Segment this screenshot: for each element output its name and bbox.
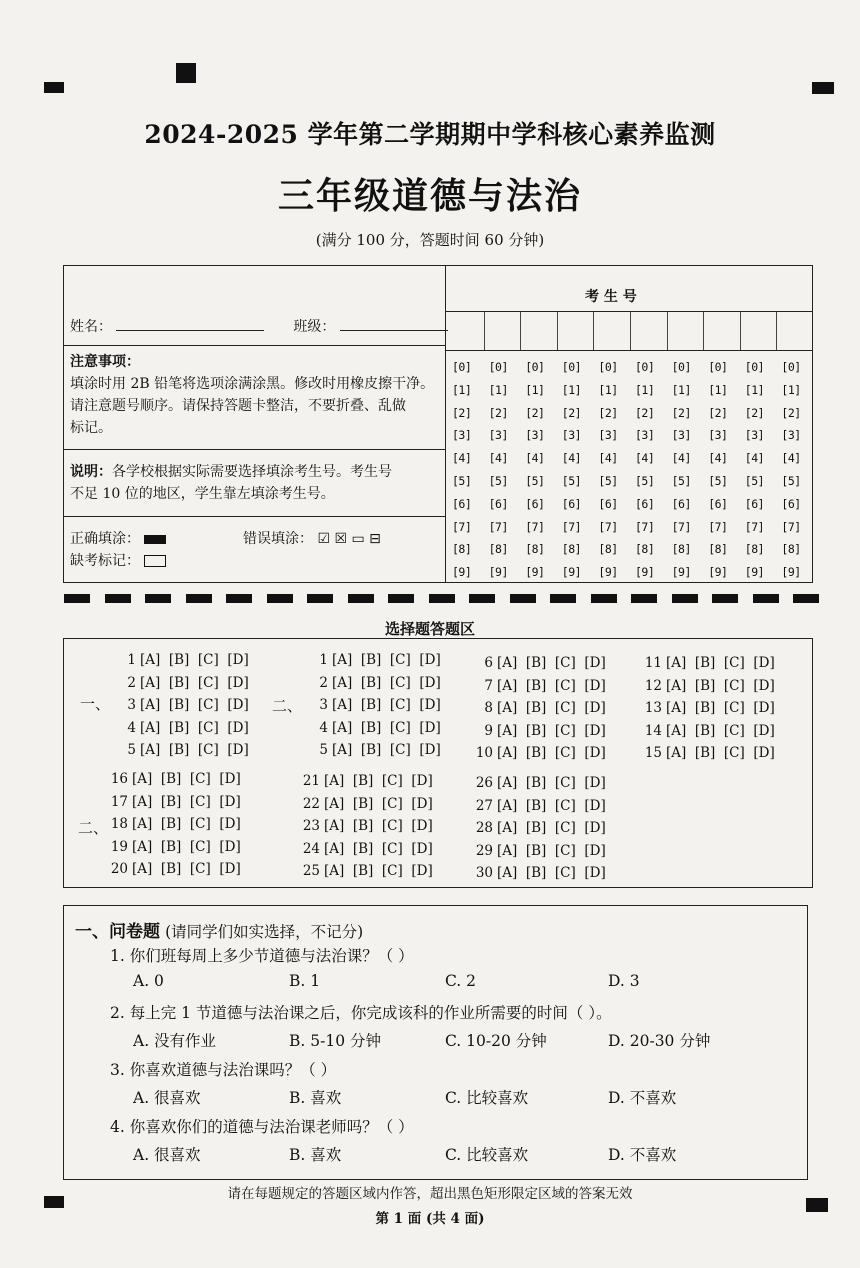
survey-option: B. 喜欢 [289, 1146, 342, 1164]
wrong-fill-samples: ☑ ☒ ▭ ⊟ [317, 531, 381, 547]
digit-bubble[interactable]: [0] [671, 360, 691, 374]
digit-bubble[interactable]: [2] [781, 405, 801, 420]
digit-bubble[interactable]: [1] [744, 382, 765, 397]
timing-bar [348, 594, 374, 603]
question-number: 2 [127, 674, 136, 691]
question-number: 27 [475, 797, 493, 814]
digit-bubble[interactable]: [8] [488, 542, 508, 557]
option-bubbles[interactable]: [A] [B] [C] [D] [497, 775, 606, 791]
survey-option: A. 很喜欢 [133, 1146, 201, 1164]
explanation-line: 各学校根据实际需要选择填涂考生号。考生号 [112, 464, 392, 480]
explanation [70, 461, 442, 505]
digit-bubble[interactable]: [7] [671, 519, 691, 534]
digit-bubble[interactable]: [0] [488, 360, 508, 374]
digit-bubble[interactable]: [4] [525, 451, 545, 466]
digit-bubble[interactable]: [3] [708, 428, 728, 443]
digit-bubble[interactable]: [3] [744, 428, 765, 443]
question-number: 23 [302, 818, 320, 834]
digit-bubble[interactable]: [6] [561, 496, 582, 511]
option-bubbles[interactable]: [A] [B] [C] [D] [324, 795, 433, 812]
footer-warning: 请在每题规定的答题区域内作答，超出黑色矩形限定区域的答案无效 [227, 1186, 633, 1202]
class-label: 班级： [293, 319, 336, 335]
question-number: 30 [475, 865, 493, 881]
question-number: 19 [110, 838, 128, 855]
answer-row[interactable] [473, 843, 606, 859]
absent-mark-box[interactable] [144, 555, 166, 567]
digit-bubble[interactable]: [2] [744, 405, 765, 420]
option-bubbles[interactable]: [A] [B] [C] [D] [666, 722, 775, 739]
digit-bubble[interactable]: [0] [525, 360, 545, 374]
option-bubbles[interactable]: [A] [B] [C] [D] [332, 742, 441, 758]
digit-bubble[interactable]: [3] [635, 428, 655, 443]
timing-bar [105, 594, 131, 603]
option-bubbles[interactable]: [A] [B] [C] [D] [132, 793, 241, 810]
question-number: 2 [319, 674, 328, 691]
digit-bubble[interactable]: [9] [561, 565, 582, 580]
digit-bubble[interactable]: [2] [561, 405, 582, 420]
name-label: 姓名： [70, 319, 112, 335]
digit-bubble[interactable]: [5] [635, 474, 655, 488]
digit-bubble[interactable]: [9] [671, 565, 691, 580]
answer-row[interactable] [642, 723, 775, 739]
digit-bubble[interactable]: [7] [744, 519, 765, 534]
digit-bubble[interactable]: [6] [488, 496, 508, 511]
option-bubbles[interactable]: [A] [B] [C] [D] [332, 697, 441, 713]
answer-row[interactable] [473, 655, 606, 671]
subject-title: 三年级道德与法治 [277, 176, 582, 217]
digit-bubble[interactable]: [8] [598, 542, 618, 557]
digit-bubble[interactable]: [0] [561, 360, 582, 374]
digit-bubble[interactable]: [4] [781, 451, 801, 466]
answer-row[interactable] [300, 818, 433, 834]
question-number: 6 [484, 655, 493, 671]
digit-bubble[interactable]: [9] [708, 565, 728, 580]
survey-question: 2. 每上完 1 节道德与法治课之后，你完成该科的作业所需要的时间（ ）。 [110, 1004, 612, 1022]
digit-bubble[interactable]: [6] [744, 496, 765, 511]
digit-bubble[interactable]: [1] [598, 382, 618, 397]
timing-bar [550, 594, 576, 603]
answer-row[interactable] [108, 794, 241, 810]
answer-row[interactable] [642, 678, 775, 694]
digit-bubble[interactable]: [2] [635, 405, 655, 420]
digit-bubble[interactable]: [8] [525, 542, 545, 557]
wrong-fill-label: 错误填涂： [243, 531, 313, 547]
answer-row[interactable] [308, 720, 441, 736]
timing-bar [388, 594, 414, 603]
digit-bubble[interactable]: [5] [744, 474, 765, 488]
option-bubbles[interactable]: [A] [B] [C] [D] [140, 652, 249, 668]
survey-option: A. 很喜欢 [133, 1089, 201, 1107]
digit-bubble[interactable]: [3] [525, 428, 545, 443]
survey-option: B. 1 [289, 972, 321, 990]
option-bubbles[interactable]: [A] [B] [C] [D] [497, 700, 606, 716]
question-number: 28 [475, 820, 493, 836]
option-bubbles[interactable]: [A] [B] [C] [D] [140, 697, 249, 713]
exam-number-label: 考 生 号 [585, 289, 637, 305]
survey-option: D. 不喜欢 [608, 1146, 677, 1164]
answer-row[interactable] [642, 655, 775, 671]
answer-row[interactable] [308, 652, 441, 668]
digit-bubble[interactable]: [8] [781, 542, 801, 557]
digit-bubble[interactable]: [1] [525, 382, 545, 397]
digit-bubble[interactable]: [3] [452, 428, 472, 443]
question-number: 1 [127, 652, 136, 668]
digit-bubble[interactable]: [4] [708, 451, 728, 466]
option-bubbles[interactable]: [A] [B] [C] [D] [666, 745, 775, 761]
score-time-note: (满分 100 分，答题时间 60 分钟) [315, 231, 545, 249]
answer-row[interactable] [308, 675, 441, 691]
option-bubbles[interactable]: [A] [B] [C] [D] [132, 771, 241, 787]
question-number: 29 [475, 842, 493, 859]
digit-bubble[interactable]: [4] [452, 451, 472, 466]
survey-option: B. 喜欢 [289, 1089, 342, 1107]
name-field[interactable] [116, 316, 264, 331]
digit-bubble[interactable]: [3] [781, 428, 801, 443]
digit-bubble[interactable]: [3] [561, 428, 582, 443]
option-bubbles[interactable]: [A] [B] [C] [D] [132, 838, 241, 855]
option-bubbles[interactable]: [A] [B] [C] [D] [497, 655, 606, 671]
timing-bar [793, 594, 819, 603]
answer-row[interactable] [642, 700, 775, 716]
digit-bubble[interactable]: [6] [452, 496, 472, 511]
choice-area-title: 选择题答题区 [384, 620, 475, 638]
question-number: 8 [484, 700, 493, 716]
answer-row[interactable] [473, 798, 606, 814]
timing-bar [753, 594, 779, 603]
exam-number-input-cell[interactable] [776, 312, 813, 350]
answer-row[interactable] [642, 745, 775, 761]
explanation-title: 说明： [70, 464, 112, 480]
digit-bubble[interactable]: [8] [671, 542, 691, 557]
timing-bar [672, 594, 698, 603]
option-bubbles[interactable]: [A] [B] [C] [D] [140, 742, 249, 758]
timing-bar [226, 594, 252, 603]
notice-title: 注意事项： [70, 354, 140, 370]
digit-bubble[interactable]: [0] [744, 360, 765, 374]
group-two-label: 二、 [272, 697, 303, 715]
notice-line: 请注意题号顺序。请保持答题卡整洁，不要折叠、乱做 [70, 398, 406, 414]
answer-row[interactable] [108, 816, 241, 832]
page-number: 第 1 面 (共 4 面) [375, 1211, 485, 1227]
exam-number-input-cell[interactable] [447, 312, 484, 350]
answer-row[interactable] [116, 697, 249, 713]
notice [70, 351, 442, 439]
survey-option: D. 3 [608, 972, 640, 990]
answer-row[interactable] [473, 700, 606, 716]
survey-option: A. 0 [133, 972, 164, 990]
digit-bubble[interactable]: [4] [561, 451, 582, 466]
digit-bubble[interactable]: [3] [671, 428, 691, 443]
option-bubbles[interactable]: [A] [B] [C] [D] [140, 674, 249, 691]
option-bubbles[interactable]: [A] [B] [C] [D] [497, 797, 606, 814]
option-bubbles[interactable]: [A] [B] [C] [D] [497, 677, 606, 694]
digit-bubble[interactable]: [9] [635, 565, 655, 580]
survey-option: D. 不喜欢 [608, 1089, 677, 1107]
survey-section-label: 一、问卷题 [75, 922, 160, 942]
survey-option: C. 比较喜欢 [445, 1146, 529, 1164]
digit-bubble[interactable]: [9] [781, 565, 801, 580]
digit-bubble[interactable]: [6] [525, 496, 545, 511]
question-number: 12 [644, 677, 662, 694]
digit-bubble[interactable]: [3] [598, 428, 618, 443]
digit-bubble[interactable]: [3] [488, 428, 508, 443]
digit-bubble[interactable]: [9] [452, 565, 472, 580]
question-number: 21 [302, 773, 320, 789]
question-number: 4 [127, 719, 136, 736]
question-number: 18 [110, 816, 128, 832]
answer-row[interactable] [108, 839, 241, 855]
digit-bubble[interactable]: [0] [781, 360, 801, 374]
answer-row[interactable] [473, 820, 606, 836]
question-number: 11 [644, 655, 662, 671]
question-number: 10 [475, 745, 493, 761]
timing-bar [510, 594, 536, 603]
survey-section-note: (请同学们如实选择，不记分) [165, 923, 364, 941]
digit-bubble[interactable]: [6] [781, 496, 801, 511]
timing-bar [469, 594, 495, 603]
timing-bar [145, 594, 171, 603]
group-one-label: 一、 [80, 695, 111, 713]
question-number: 26 [475, 775, 493, 791]
digit-bubble[interactable]: [6] [671, 496, 691, 511]
option-bubbles[interactable]: [A] [B] [C] [D] [324, 818, 433, 834]
survey-question: 4. 你喜欢你们的道德与法治课老师吗？（ ） [110, 1118, 414, 1136]
question-number: 17 [110, 793, 128, 810]
survey-option: C. 2 [445, 972, 477, 990]
survey-option: C. 比较喜欢 [445, 1089, 529, 1107]
digit-bubble[interactable]: [4] [744, 451, 765, 466]
digit-bubble[interactable]: [0] [708, 360, 728, 374]
question-number: 25 [302, 863, 320, 879]
digit-bubble[interactable]: [7] [561, 519, 582, 534]
digit-bubble[interactable]: [6] [635, 496, 655, 511]
answer-row[interactable] [300, 841, 433, 857]
answer-row[interactable] [116, 742, 249, 758]
option-bubbles[interactable]: [A] [B] [C] [D] [497, 722, 606, 739]
digit-bubble[interactable]: [7] [781, 519, 801, 534]
digit-bubble[interactable]: [1] [488, 382, 508, 397]
digit-bubble[interactable]: [7] [488, 519, 508, 534]
option-bubbles[interactable]: [A] [B] [C] [D] [324, 773, 433, 789]
exam-number-input-cell[interactable] [740, 312, 777, 350]
digit-bubble[interactable]: [8] [561, 542, 582, 557]
digit-bubble[interactable]: [5] [488, 474, 508, 488]
answer-row[interactable] [473, 678, 606, 694]
digit-bubble[interactable]: [8] [452, 542, 472, 557]
option-bubbles[interactable]: [A] [B] [C] [D] [666, 677, 775, 694]
answer-row[interactable] [300, 863, 433, 879]
survey-option: A. 没有作业 [133, 1032, 217, 1050]
option-bubbles[interactable]: [A] [B] [C] [D] [497, 865, 606, 881]
option-bubbles[interactable]: [A] [B] [C] [D] [497, 842, 606, 859]
option-bubbles[interactable]: [A] [B] [C] [D] [497, 820, 606, 836]
exam-number-input-cell[interactable] [520, 312, 557, 350]
digit-bubble[interactable]: [7] [598, 519, 618, 534]
answer-row[interactable] [473, 865, 606, 881]
exam-number-input-cell[interactable] [593, 312, 630, 350]
answer-row[interactable] [473, 723, 606, 739]
question-number: 7 [484, 677, 493, 694]
digit-bubble[interactable]: [9] [525, 565, 545, 580]
option-bubbles[interactable]: [A] [B] [C] [D] [666, 655, 775, 671]
explanation-line: 不足 10 位的地区，学生靠左填涂考生号。 [70, 486, 335, 502]
question-number: 13 [644, 700, 662, 716]
option-bubbles[interactable]: [A] [B] [C] [D] [324, 840, 433, 857]
answer-row[interactable] [473, 775, 606, 791]
option-bubbles[interactable]: [A] [B] [C] [D] [140, 719, 249, 736]
digit-bubble[interactable]: [8] [635, 542, 655, 557]
timing-bar [631, 594, 657, 603]
answer-row[interactable] [108, 771, 241, 787]
exam-number-input-cell[interactable] [667, 312, 704, 350]
answer-row[interactable] [308, 742, 441, 758]
timing-bar [186, 594, 212, 603]
option-bubbles[interactable]: [A] [B] [C] [D] [332, 674, 441, 691]
digit-bubble[interactable]: [2] [488, 405, 508, 420]
position-mark [812, 82, 834, 94]
question-number: 9 [484, 722, 493, 739]
digit-bubble[interactable]: [1] [708, 382, 728, 397]
digit-bubble[interactable]: [2] [598, 405, 618, 420]
exam-number-input-cell[interactable] [484, 312, 521, 350]
digit-bubble[interactable]: [2] [525, 405, 545, 420]
digit-bubble[interactable]: [0] [635, 360, 655, 374]
survey-option: D. 20-30 分钟 [608, 1032, 711, 1050]
question-number: 15 [644, 745, 662, 761]
digit-bubble[interactable]: [8] [744, 542, 765, 557]
question-number: 3 [319, 697, 328, 713]
question-number: 5 [319, 742, 328, 758]
digit-bubble[interactable]: [7] [708, 519, 728, 534]
survey-option: B. 5-10 分钟 [289, 1032, 381, 1050]
group-two-label: 二、 [78, 819, 109, 837]
survey-option: C. 10-20 分钟 [445, 1032, 547, 1050]
correct-fill-label: 正确填涂： [70, 531, 140, 547]
digit-bubble[interactable]: [4] [635, 451, 655, 466]
digit-bubble[interactable]: [7] [452, 519, 472, 534]
timing-bar [712, 594, 738, 603]
digit-bubble[interactable]: [2] [708, 405, 728, 420]
answer-row[interactable] [116, 652, 249, 668]
option-bubbles[interactable]: [A] [B] [C] [D] [666, 700, 775, 716]
exam-number-input-cell[interactable] [557, 312, 594, 350]
digit-bubble[interactable]: [9] [598, 565, 618, 580]
digit-bubble[interactable]: [9] [488, 565, 508, 580]
question-number: 16 [110, 771, 128, 787]
exam-number-input-cell[interactable] [630, 312, 667, 350]
answer-row[interactable] [300, 773, 433, 789]
digit-bubble[interactable]: [7] [525, 519, 545, 534]
answer-row[interactable] [116, 675, 249, 691]
digit-bubble[interactable]: [0] [452, 360, 472, 374]
notice-line: 填涂时用 2B 铅笔将选项涂满涂黑。修改时用橡皮擦干净。 [70, 376, 435, 392]
digit-bubble[interactable]: [5] [525, 474, 545, 488]
correct-fill-sample [144, 535, 166, 544]
position-mark [176, 63, 196, 83]
survey-question: 1. 你们班每周上多少节道德与法治课？（ ） [110, 947, 414, 965]
answer-row[interactable] [308, 697, 441, 713]
notice-line: 标记。 [70, 420, 112, 436]
digit-bubble[interactable]: [1] [671, 382, 691, 397]
digit-bubble[interactable]: [4] [488, 451, 508, 466]
timing-bar [64, 594, 90, 603]
question-number: 3 [127, 697, 136, 713]
class-field[interactable] [340, 316, 448, 331]
question-number: 4 [319, 719, 328, 736]
option-bubbles[interactable]: [A] [B] [C] [D] [332, 652, 441, 668]
digit-bubble[interactable]: [2] [671, 405, 691, 420]
digit-bubble[interactable]: [9] [744, 565, 765, 580]
digit-bubble[interactable]: [5] [708, 474, 728, 488]
digit-bubble[interactable]: [4] [671, 451, 691, 466]
answer-row[interactable] [300, 796, 433, 812]
digit-bubble[interactable]: [1] [781, 382, 801, 397]
digit-bubble[interactable]: [1] [452, 382, 472, 397]
exam-number-input-cell[interactable] [703, 312, 740, 350]
question-number: 1 [319, 652, 328, 668]
option-bubbles[interactable]: [A] [B] [C] [D] [324, 863, 433, 879]
digit-bubble[interactable]: [1] [635, 382, 655, 397]
absent-label: 缺考标记： [70, 553, 140, 569]
digit-bubble[interactable]: [2] [452, 405, 472, 420]
digit-bubble[interactable]: [4] [598, 451, 618, 466]
digit-bubble[interactable]: [6] [708, 496, 728, 511]
question-number: 5 [127, 742, 136, 758]
digit-bubble[interactable]: [5] [452, 474, 472, 488]
digit-bubble[interactable]: [5] [598, 474, 618, 488]
question-number: 22 [302, 795, 320, 812]
digit-bubble[interactable]: [0] [598, 360, 618, 374]
digit-bubble[interactable]: [6] [598, 496, 618, 511]
answer-row[interactable] [116, 720, 249, 736]
digit-bubble[interactable]: [8] [708, 542, 728, 557]
timing-bar [307, 594, 333, 603]
option-bubbles[interactable]: [A] [B] [C] [D] [132, 816, 241, 832]
question-number: 20 [110, 861, 128, 877]
digit-bubble[interactable]: [1] [561, 382, 582, 397]
option-bubbles[interactable]: [A] [B] [C] [D] [332, 719, 441, 736]
digit-bubble[interactable]: [5] [781, 474, 801, 488]
timing-bar [429, 594, 455, 603]
answer-row[interactable] [108, 861, 241, 877]
question-number: 24 [302, 840, 320, 857]
timing-bar [267, 594, 293, 603]
digit-bubble[interactable]: [5] [671, 474, 691, 488]
question-number: 14 [644, 722, 662, 739]
option-bubbles[interactable]: [A] [B] [C] [D] [132, 861, 241, 877]
survey-question: 3. 你喜欢道德与法治课吗？（ ） [110, 1061, 337, 1079]
position-mark [44, 82, 64, 93]
answer-row[interactable] [473, 745, 606, 761]
digit-bubble[interactable]: [7] [635, 519, 655, 534]
exam-title: 2024-2025 学年第二学期期中学科核心素养监测 [144, 120, 716, 149]
digit-bubble[interactable]: [5] [561, 474, 582, 488]
timing-bar [591, 594, 617, 603]
option-bubbles[interactable]: [A] [B] [C] [D] [497, 745, 606, 761]
